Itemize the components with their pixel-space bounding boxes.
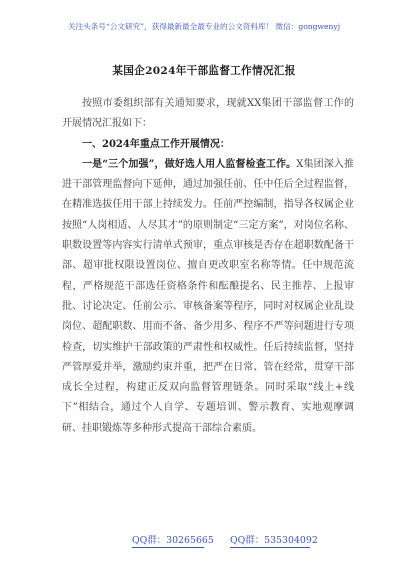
footer-underline-2 xyxy=(230,547,310,548)
paragraph-1-lead: 一是“三个加强”，做好选人用人监督检查工作。 xyxy=(82,158,297,170)
paragraph-1-body: X集团深入推进干部管理监督向下延伸，通过加强任前、任中任后全过程监督，在精准选拔任用干部上持续发力。任前严控编制，指导各权属企业按照“人岗相适、人尽其才”的原则制定“三定方案”，对岗位名称、职数设置等内容实行清单式预审，重点审核是否存在超职数配备干部、超审批权限设置岗位、擅自更改职室名称等情。任中规范流程，严格规范干部选任资格条件和酝酿提名、民主推荐、上报审批、讨论决定、任前公示、审核备案等程序，同时对权属企业乱设岗位、超配职数、用而不备、备少用多、程序不严等问题进行专项检查，切实维护干部政策的严肃性和权威性。任后持续监督，坚持严管厚爱并举，激励约束并重，把严在日常、管在经常，贯穿干部成长全过程，构建正反双向监督管理链条。同时采取“线上+线下”相结合，通过个人自学、专题培训、警示教育、实地观摩调研、挂职锻炼等多种形式提高干部综合素质。 xyxy=(62,158,354,434)
document-body xyxy=(62,94,354,439)
section-heading: 一、2024年重点工作开展情况： xyxy=(82,138,230,150)
document-title: 某国企2024年干部监督工作情况汇报 xyxy=(112,65,296,77)
footer-qq-group-2: QQ群：535304092 xyxy=(230,535,318,546)
footer-qq-group-1: QQ群：30265665 xyxy=(132,535,214,546)
paragraph-1 xyxy=(62,155,354,439)
header-notice: 关注头条号“公文研究”，获得最新最全最专业的公文资料库！ 微信：gongwenyj xyxy=(67,22,341,31)
footer-underline-1 xyxy=(132,547,204,548)
intro-paragraph: 按照市委组织部有关通知要求，现就XX集团干部监督工作的开展情况汇报如下： xyxy=(62,98,354,130)
